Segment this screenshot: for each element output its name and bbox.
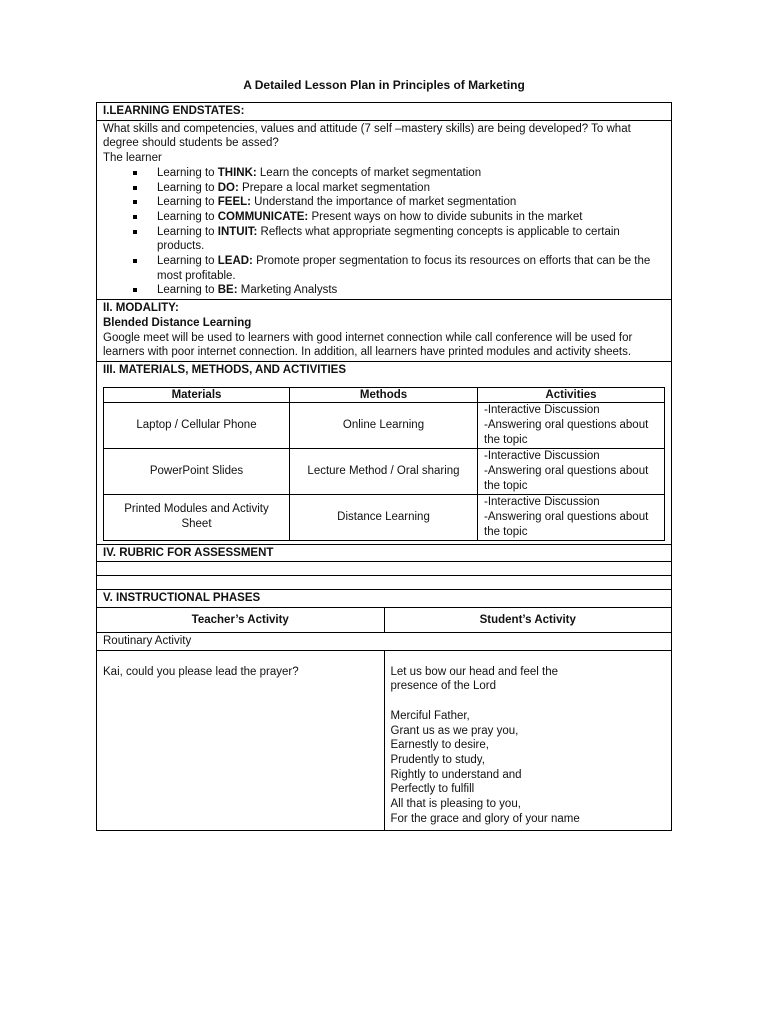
prayer-line: Earnestly to desire,	[390, 739, 489, 752]
endstate-item: Learning to LEAD: Promote proper segmentation to focus its resources on efforts that can be the most profitable.	[133, 254, 665, 283]
modality-body: Google meet will be used to learners with good internet connection while call conference will be used for learners with poor internet connection. In addition, all learners have printed modules and activity sheets.	[103, 331, 633, 359]
material-cell: PowerPoint Slides	[104, 448, 290, 494]
student-activity-cell	[385, 651, 672, 831]
material-cell: Laptop / Cellular Phone	[104, 402, 290, 448]
methods-column-header: Methods	[290, 387, 478, 402]
materials-section	[97, 379, 671, 545]
table-row	[104, 448, 665, 494]
endstate-item: Learning to INTUIT: Reflects what appropriate segmenting concepts is applicable to certain products.	[133, 225, 665, 254]
prayer-line: Perfectly to fulfill	[390, 783, 475, 796]
materials-column-header: Materials	[104, 387, 290, 402]
endstate-item: Learning to FEEL: Understand the importance of market segmentation	[133, 195, 665, 210]
lesson-plan-table	[96, 102, 672, 831]
student-intro-line: presence of the Lord	[390, 680, 496, 693]
phases-header-row	[97, 608, 671, 633]
activities-cell: -Interactive Discussion -Answering oral questions about the topic	[478, 448, 665, 494]
endstate-item: Learning to THINK: Learn the concepts of market segmentation	[133, 166, 665, 181]
endstate-item: Learning to BE: Marketing Analysts	[133, 283, 665, 298]
materials-table	[103, 387, 665, 541]
student-activity-header: Student’s Activity	[479, 614, 576, 627]
method-cell: Online Learning	[290, 402, 478, 448]
teacher-prompt: Kai, could you please lead the prayer?	[103, 665, 299, 678]
learning-endstates-section	[97, 121, 671, 300]
method-cell: Distance Learning	[290, 494, 478, 540]
material-cell: Printed Modules and Activity Sheet	[104, 494, 290, 540]
prayer-line: Prudently to study,	[390, 753, 485, 766]
phases-heading: V. INSTRUCTIONAL PHASES	[97, 590, 671, 608]
phases-content-row	[97, 651, 671, 831]
activities-cell: -Interactive Discussion -Answering oral questions about the topic	[478, 494, 665, 540]
endstates-intro: The learner	[103, 152, 162, 165]
rubric-heading: IV. RUBRIC FOR ASSESSMENT	[97, 545, 671, 563]
materials-heading: III. MATERIALS, METHODS, AND ACTIVITIES	[103, 363, 346, 376]
prayer-line: Grant us as we pray you,	[390, 724, 519, 737]
endstate-item: Learning to DO: Prepare a local market segmentation	[133, 181, 665, 196]
learning-endstates-heading: I.LEARNING ENDSTATES:	[97, 103, 671, 121]
prayer-line: Rightly to understand and	[390, 768, 522, 781]
prayer-line: All that is pleasing to you,	[390, 798, 521, 811]
student-intro-line: Let us bow our head and feel the	[390, 665, 559, 678]
routinary-activity-label: Routinary Activity	[97, 633, 671, 651]
prayer-line: For the grace and glory of your name	[390, 812, 580, 825]
activities-column-header: Activities	[478, 387, 665, 402]
method-cell: Lecture Method / Oral sharing	[290, 448, 478, 494]
endstates-question: What skills and competencies, values and attitude (7 self –mastery skills) are being developed? To what degree should students be assed?	[103, 122, 631, 150]
modality-heading: II. MODALITY:	[103, 302, 179, 315]
teacher-activity-cell	[97, 651, 385, 831]
table-row	[104, 402, 665, 448]
blank-row	[97, 576, 671, 590]
table-row	[104, 494, 665, 540]
endstate-item: Learning to COMMUNICATE: Present ways on how to divide subunits in the market	[133, 210, 665, 225]
teacher-activity-header: Teacher’s Activity	[97, 608, 385, 632]
prayer-line: Merciful Father,	[390, 709, 470, 722]
modality-section	[97, 300, 671, 362]
endstates-list	[103, 166, 665, 298]
blank-row	[97, 562, 671, 576]
activities-cell: -Interactive Discussion -Answering oral questions about the topic	[478, 402, 665, 448]
modality-subheading: Blended Distance Learning	[103, 316, 252, 329]
document-title: A Detailed Lesson Plan in Principles of Marketing	[243, 78, 525, 92]
